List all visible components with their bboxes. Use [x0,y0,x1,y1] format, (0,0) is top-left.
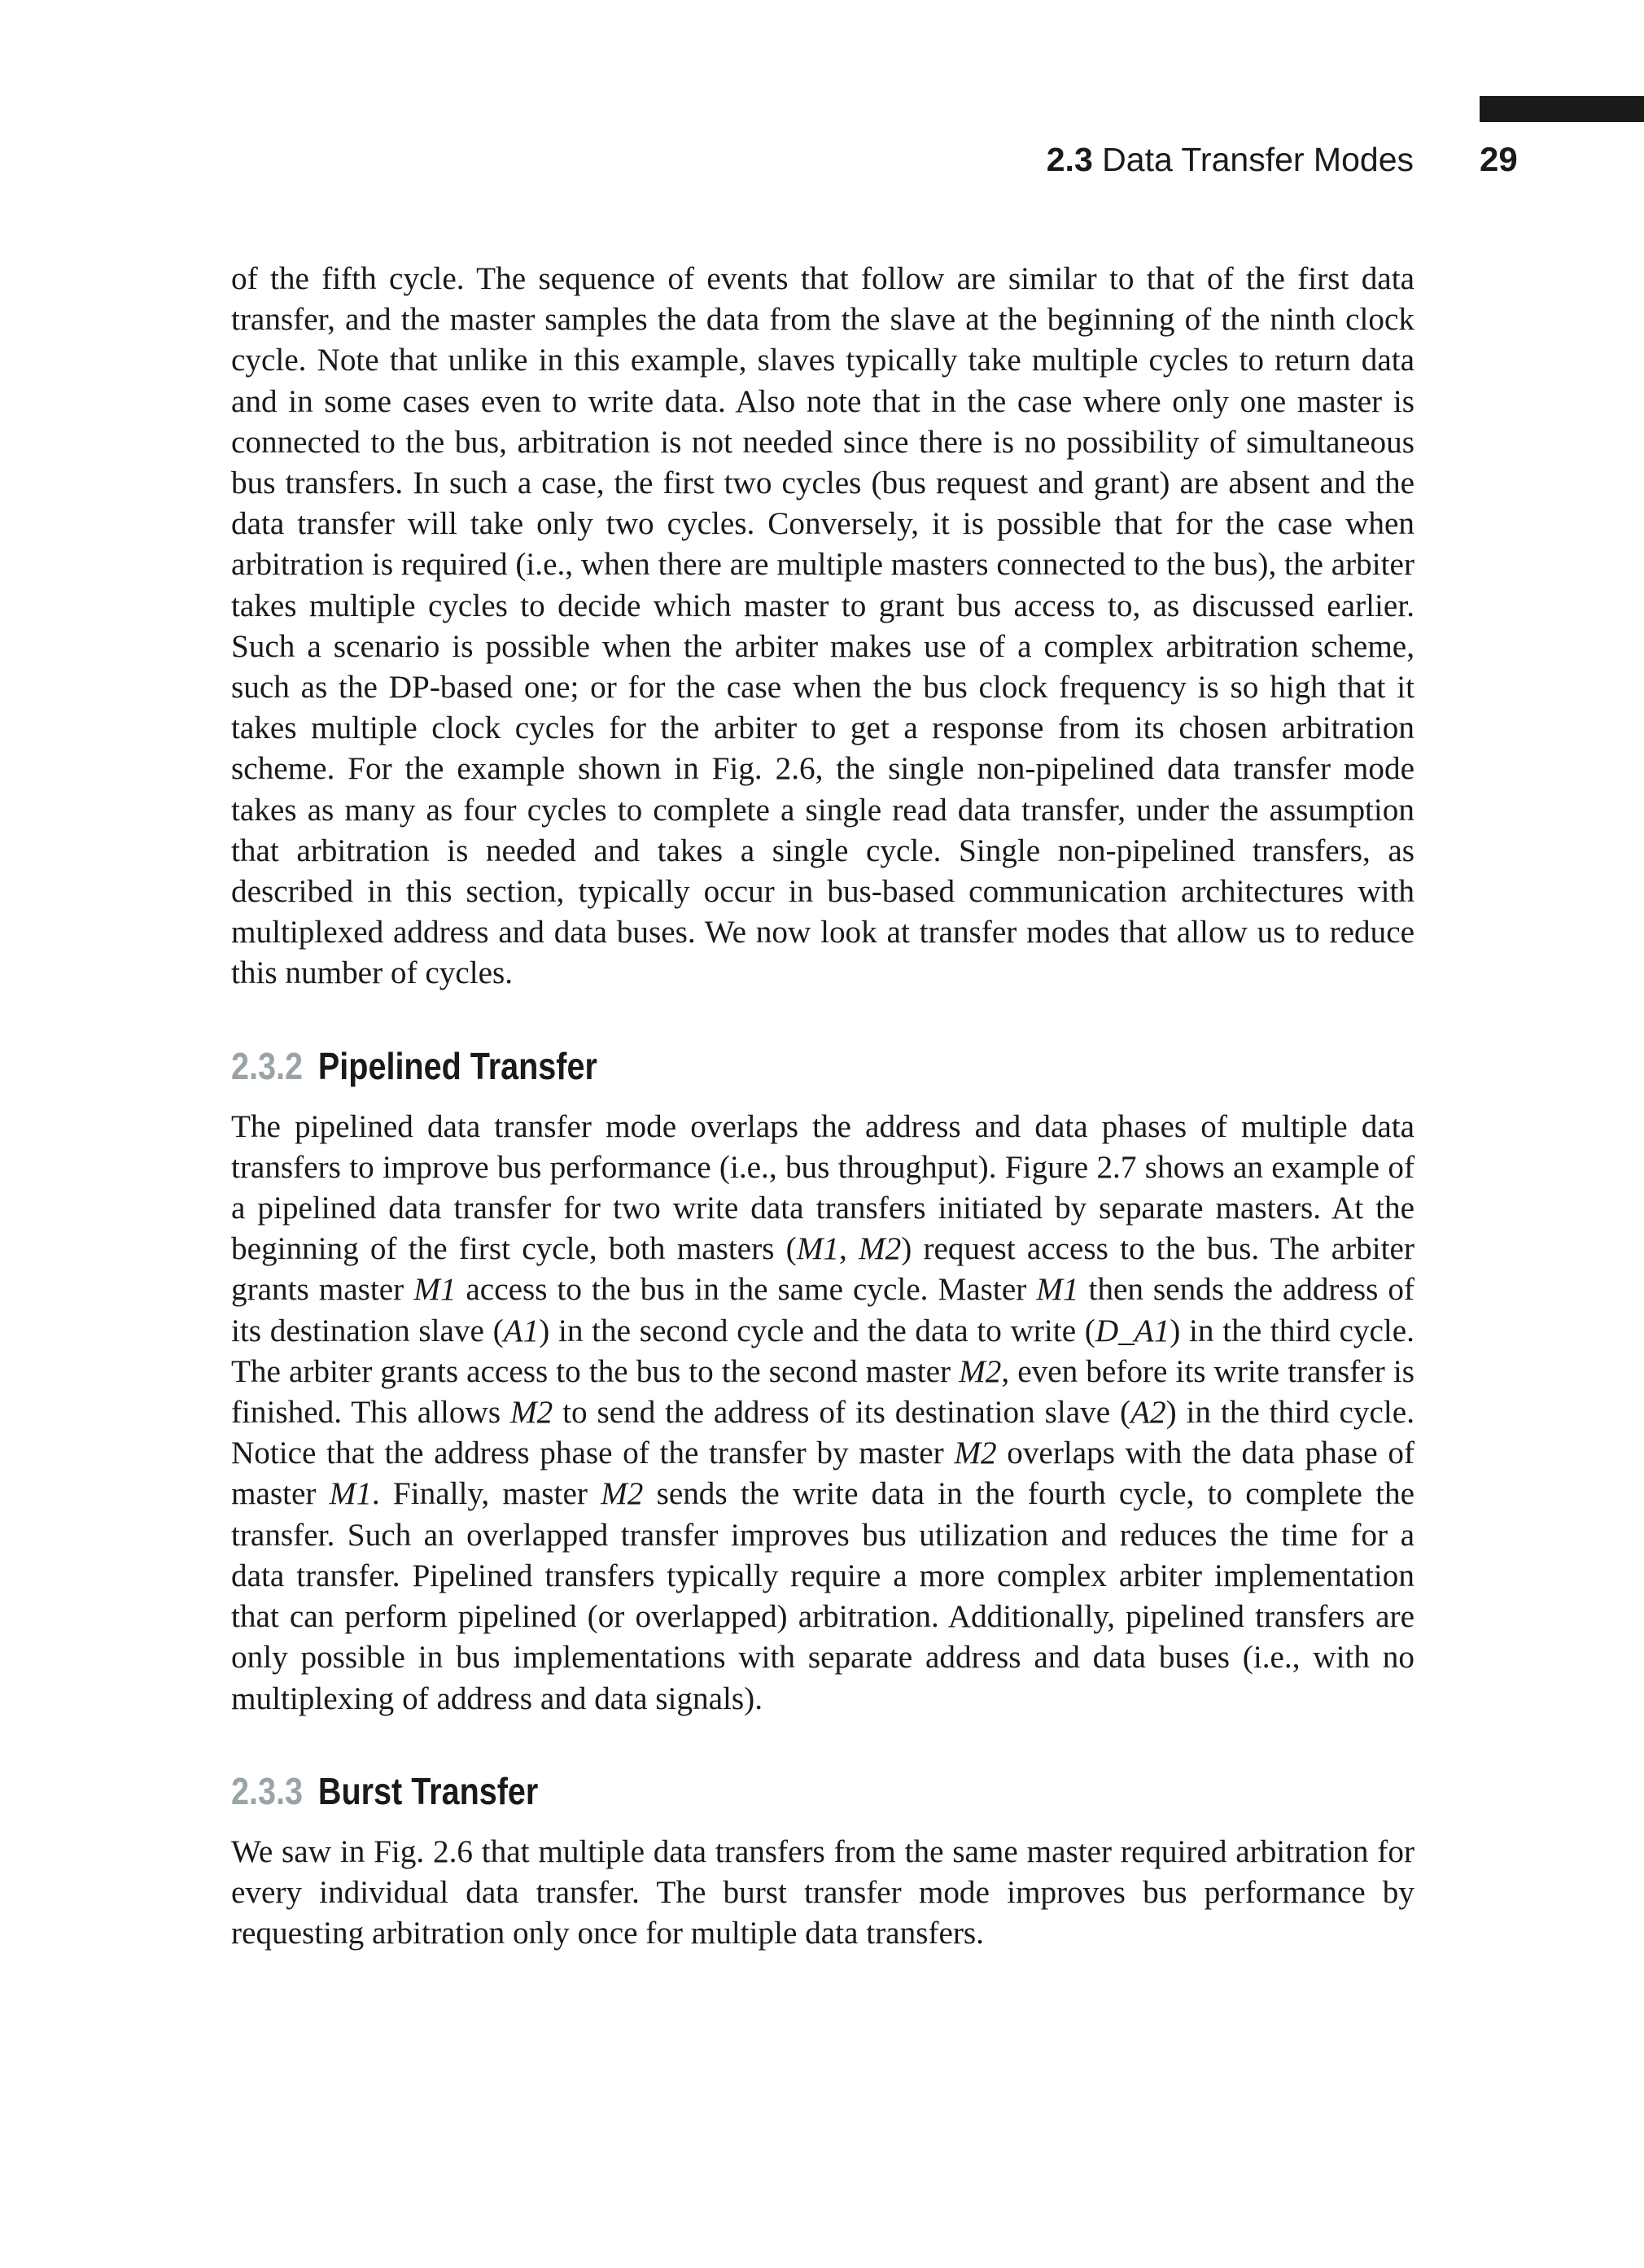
italic-term: M2 [858,1231,902,1267]
section-title: Burst Transfer [317,1769,539,1812]
italic-term: M2 [959,1353,1002,1389]
section-number: 2.3.3 [231,1769,303,1812]
section-heading-pipelined [231,1043,1248,1089]
text-run: ) in the third cycle. The arbiter grants access to the bus to the second master [231,1313,1414,1389]
text-run: , even before its write transfer is finished. This allows [231,1353,1414,1431]
italic-term: M1 [413,1272,457,1308]
italic-term: D_A1 [1095,1313,1170,1348]
italic-term: M1 [329,1476,372,1512]
italic-term: M2 [509,1395,553,1431]
italic-term: M1 [1036,1272,1079,1308]
text-run: sends the write data in the fourth cycle, to complete the transfer. Such an overlapped transfer improves bus utilization and reduces the time for a data transfer. Pipelined transfers typically require a more complex arbiter implementation that can perform pipelined (or overlapped) arbitration. Additionally, pipelined transfers are only possible in bus implementations with separate address and data buses (i.e., with no multiplexing of address and data signals). [231,1476,1414,1716]
text-run: to send the address of its destination slave ( [553,1395,1131,1431]
text-run: overlaps with the data phase of master [231,1436,1415,1512]
text-run: , [838,1231,859,1267]
text-run: ) in the second cycle and the data to write ( [539,1313,1095,1348]
text-run: then sends the address of its destination slave ( [231,1272,1414,1348]
continuation-paragraph: of the fifth cycle. The sequence of events that follow are similar to that of the first data transfer, and the master samples the data from the slave at the beginning of the ninth clock cycle. Note that unlike in this example, slaves typically take multiple cycles to return data and in some cases even to write data. Also note that in the case where only one master is connected to the bus, arbitration is not needed since there is no possibility of simultaneous bus transfers. In such a case, the first two cycles (bus request and grant) are absent and the data transfer will take only two cycles. Conversely, it is possible that for the case when arbitration is required (i.e., when there are multiple masters connected to the bus), the arbiter takes multiple cycles to decide which master to grant bus access to, as discussed earlier. Such a scenario is possible when the arbiter makes use of a complex arbitration scheme, such as the DP-based one; or for the case when the bus clock frequency is so high that it takes multiple clock cycles for the arbiter to get a response from its chosen arbitration scheme. For the example shown in Fig. 2.6, the single non-pipelined data transfer mode takes as many as four cycles to complete a single read data transfer, under the assumption that arbitration is needed and takes a single cycle. Single non-pipelined transfers, as described in this section, typically occur in bus-based communication architectures with multiplexed address and data buses. We now look at transfer modes that allow us to reduce this number of cycles. [231,261,1414,991]
page-body [231,259,1414,1954]
page-number: 29 [1480,140,1518,178]
italic-term: A2 [1130,1395,1166,1431]
text-run: The pipelined data transfer mode overlaps the address and data phases of multiple data transfers to improve bus performance (i.e., bus throughput). Figure 2.7 shows an example of a pipelined data transfer for two write data transfers initiated by separate masters. At the beginning of the first cycle, both masters ( [231,1108,1414,1267]
section-number: 2.3.2 [231,1044,303,1087]
text-run: . Finally, master [371,1476,601,1512]
text-run: access to the bus in the same cycle. Master [456,1272,1037,1308]
corner-tab-bar [1480,96,1644,122]
pipelined-paragraph [231,1107,1414,1720]
section-heading-burst [231,1768,1248,1814]
italic-term: A1 [503,1313,540,1348]
text-run: ) request access to the bus. The arbiter grants master [231,1231,1415,1308]
header-section-title: Data Transfer Modes [1102,141,1414,178]
header-section-number: 2.3 [1046,141,1093,178]
burst-paragraph: We saw in Fig. 2.6 that multiple data transfers from the same master required arbitration for every individual data transfer. The burst transfer mode improves bus performance by requesting arbitration only once for multiple data transfers. [231,1833,1414,1951]
section-title: Pipelined Transfer [317,1044,597,1087]
running-header [0,135,1414,184]
text-run: ) in the third cycle. Notice that the address phase of the transfer by master [231,1395,1414,1471]
italic-term: M1 [796,1231,839,1267]
italic-term: M2 [954,1436,997,1471]
italic-term: M2 [601,1476,644,1512]
